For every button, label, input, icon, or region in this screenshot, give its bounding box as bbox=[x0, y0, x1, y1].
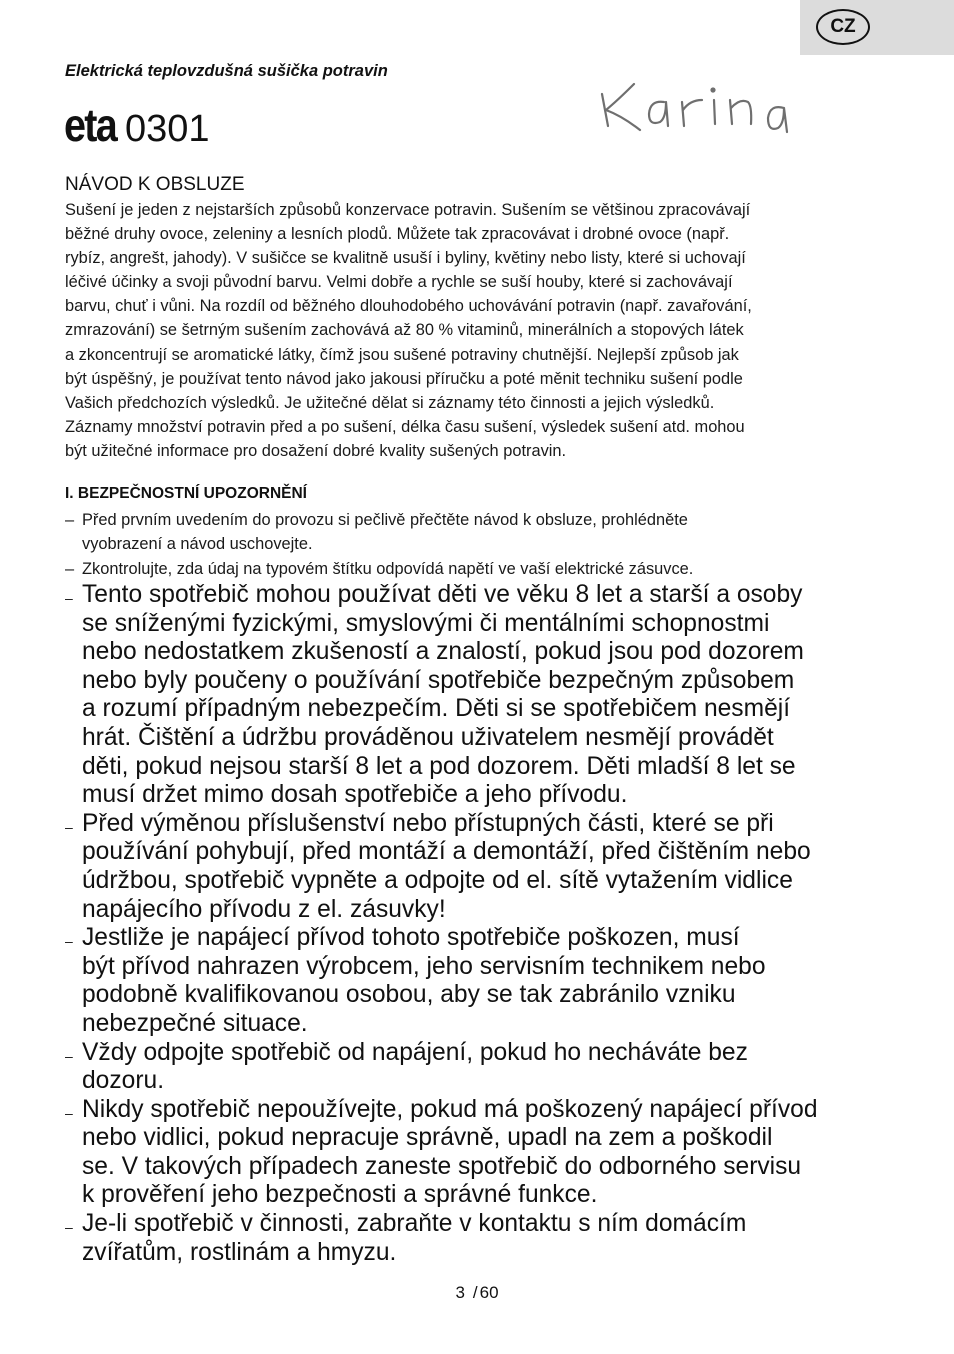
item-line: napájecího přívodu z el. zásuvky! bbox=[82, 895, 446, 923]
item-line: nebo byly poučeny o používání spotřebiče bezpečným způsobem bbox=[82, 666, 795, 694]
list-item bbox=[65, 810, 915, 924]
safety-list-large bbox=[65, 581, 915, 1267]
item-line: Je-li spotřebič v činnosti, zabraňte v kontaktu s ním domácím bbox=[82, 1210, 747, 1238]
item-line: nebo vidlici, pokud nepracuje správně, upadl na zem a poškodil bbox=[82, 1124, 773, 1152]
karina-logo bbox=[594, 64, 794, 144]
language-badge: CZ bbox=[816, 9, 870, 45]
list-item bbox=[65, 1210, 915, 1267]
list-item bbox=[65, 508, 915, 557]
item-line: se sníženými fyzickými, smyslovými či mentálními schopnostmi bbox=[82, 609, 770, 637]
item-line: a rozumí případným nebezpečím. Děti si se spotřebičem nesmějí bbox=[82, 695, 791, 723]
item-line: vyobrazení a návod uschovejte. bbox=[82, 535, 313, 554]
brand-heading bbox=[64, 99, 210, 151]
intro-line: rybíz, angrešt, jahody). V sušičce se kvalitně usuší i byliny, květiny nebo listy, které si uchovají bbox=[65, 249, 746, 268]
page-current: 3 bbox=[455, 1283, 465, 1302]
intro-line: běžné druhy ovoce, zeleniny a lesních plodů. Můžete tak zpracovávat i drobné ovoce (např. bbox=[65, 225, 730, 244]
page-separator: / bbox=[472, 1283, 478, 1302]
item-line: nebo nedostatkem zkušeností a znalostí, pokud jsou pod dozorem bbox=[82, 638, 804, 666]
item-line: používání pohybují, před montáží a demontáží, před čištěním nebo bbox=[82, 838, 811, 866]
item-line: děti, pokud nejsou starší 8 let a pod dozorem. Děti mladší 8 let se bbox=[82, 752, 796, 780]
item-line: Tento spotřebič mohou používat děti ve věku 8 let a starší a osoby bbox=[82, 581, 803, 608]
bullet-dash: – bbox=[65, 511, 75, 529]
safety-heading: I. BEZPEČNOSTNÍ UPOZORNĚNÍ bbox=[65, 485, 307, 502]
intro-line: Vašich předchozích výsledků. Je užitečné dělat si záznamy této činnosti a jejich výsledků. bbox=[65, 393, 715, 412]
item-line: údržbou, spotřebič vypněte a odpojte od el. sítě vytažením vidlice bbox=[82, 866, 793, 894]
item-line: Nikdy spotřebič nepoužívejte, pokud má poškozený napájecí přívod bbox=[82, 1095, 818, 1123]
list-item bbox=[65, 1039, 915, 1096]
item-line: dozoru. bbox=[82, 1067, 165, 1095]
bullet-dash: – bbox=[65, 1219, 73, 1236]
brand-logo: eta bbox=[64, 99, 117, 151]
item-line: Před prvním uvedením do provozu si pečlivě přečtěte návod k obsluze, prohlédněte bbox=[82, 511, 688, 529]
intro-paragraph bbox=[65, 198, 910, 463]
intro-line: barvu, chuť i vůni. Na rozdíl od běžného dlouhodobého uchovávání potravin (např. zavařování, bbox=[65, 297, 752, 316]
list-item bbox=[65, 1096, 915, 1210]
intro-line: léčivé účinky a svoji původní barvu. Velmi dobře a rychle se suší houby, které si zachovávají bbox=[65, 273, 733, 292]
item-line: být přívod nahrazen výrobcem, jeho servisním technikem nebo bbox=[82, 952, 766, 980]
item-line: Vždy odpojte spotřebič od napájení, pokud ho necháváte bez bbox=[82, 1038, 748, 1066]
manual-heading: NÁVOD K OBSLUZE bbox=[65, 174, 245, 195]
item-line: Zkontrolujte, zda údaj na typovém štítku odpovídá napětí ve vaší elektrické zásuvce. bbox=[82, 559, 694, 578]
item-line: podobně kvalifikovanou osobou, aby se tak zabránilo vzniku bbox=[82, 981, 736, 1009]
item-line: Před výměnou příslušenství nebo přístupných části, které se při bbox=[82, 809, 774, 837]
list-item bbox=[65, 924, 915, 1038]
item-line: musí držet mimo dosah spotřebiče a jeho přívodu. bbox=[82, 781, 628, 809]
bullet-dash: – bbox=[65, 818, 73, 835]
item-line: hrát. Čištění a údržbu prováděnou uživatelem nesmějí provádět bbox=[82, 723, 774, 751]
language-tab bbox=[800, 0, 954, 55]
item-line: se. V takových případech zaneste spotřebič do odborného servisu bbox=[82, 1152, 802, 1180]
list-item bbox=[65, 581, 915, 810]
item-line: nebezpečné situace. bbox=[82, 1009, 308, 1037]
item-line: Jestliže je napájecí přívod tohoto spotřebiče poškozen, musí bbox=[82, 924, 740, 952]
page-number bbox=[0, 1283, 954, 1303]
bullet-dash: – bbox=[65, 590, 73, 606]
intro-line: zmrazování) se šetrným sušením zachovává až 80 % vitaminů, minerálních a stopových látek bbox=[65, 321, 744, 340]
item-line: k prověření jeho bezpečnosti a správné funkce. bbox=[82, 1181, 598, 1209]
list-item bbox=[65, 557, 915, 581]
safety-list-small bbox=[65, 508, 915, 581]
item-line: zvířatům, rostlinám a hmyzu. bbox=[82, 1238, 397, 1266]
bullet-dash: – bbox=[65, 933, 73, 950]
intro-line: být užitečné informace pro dosažení dobré kvality sušených potravin. bbox=[65, 441, 567, 460]
intro-line: být úspěšný, je používat tento návod jako jakousi příručku a poté měnit techniku sušení podle bbox=[65, 369, 743, 388]
bullet-dash: – bbox=[65, 1047, 73, 1064]
intro-line: Záznamy množství potravin před a po sušení, délka času sušení, výsledek sušení atd. mohou bbox=[65, 417, 745, 436]
intro-line: Sušení je jeden z nejstarších způsobů konzervace potravin. Sušením se většinou zpracovávají bbox=[65, 201, 751, 219]
page-total: 60 bbox=[479, 1283, 499, 1302]
intro-line: a zkoncentrují se aromatické látky, čímž jsou sušené potraviny chutnější. Nejlepší způsob jak bbox=[65, 345, 739, 364]
bullet-dash: – bbox=[65, 559, 75, 578]
model-number: 0301 bbox=[124, 108, 210, 150]
product-subtitle: Elektrická teplovzdušná sušička potravin bbox=[65, 62, 388, 80]
bullet-dash: – bbox=[65, 1104, 73, 1121]
